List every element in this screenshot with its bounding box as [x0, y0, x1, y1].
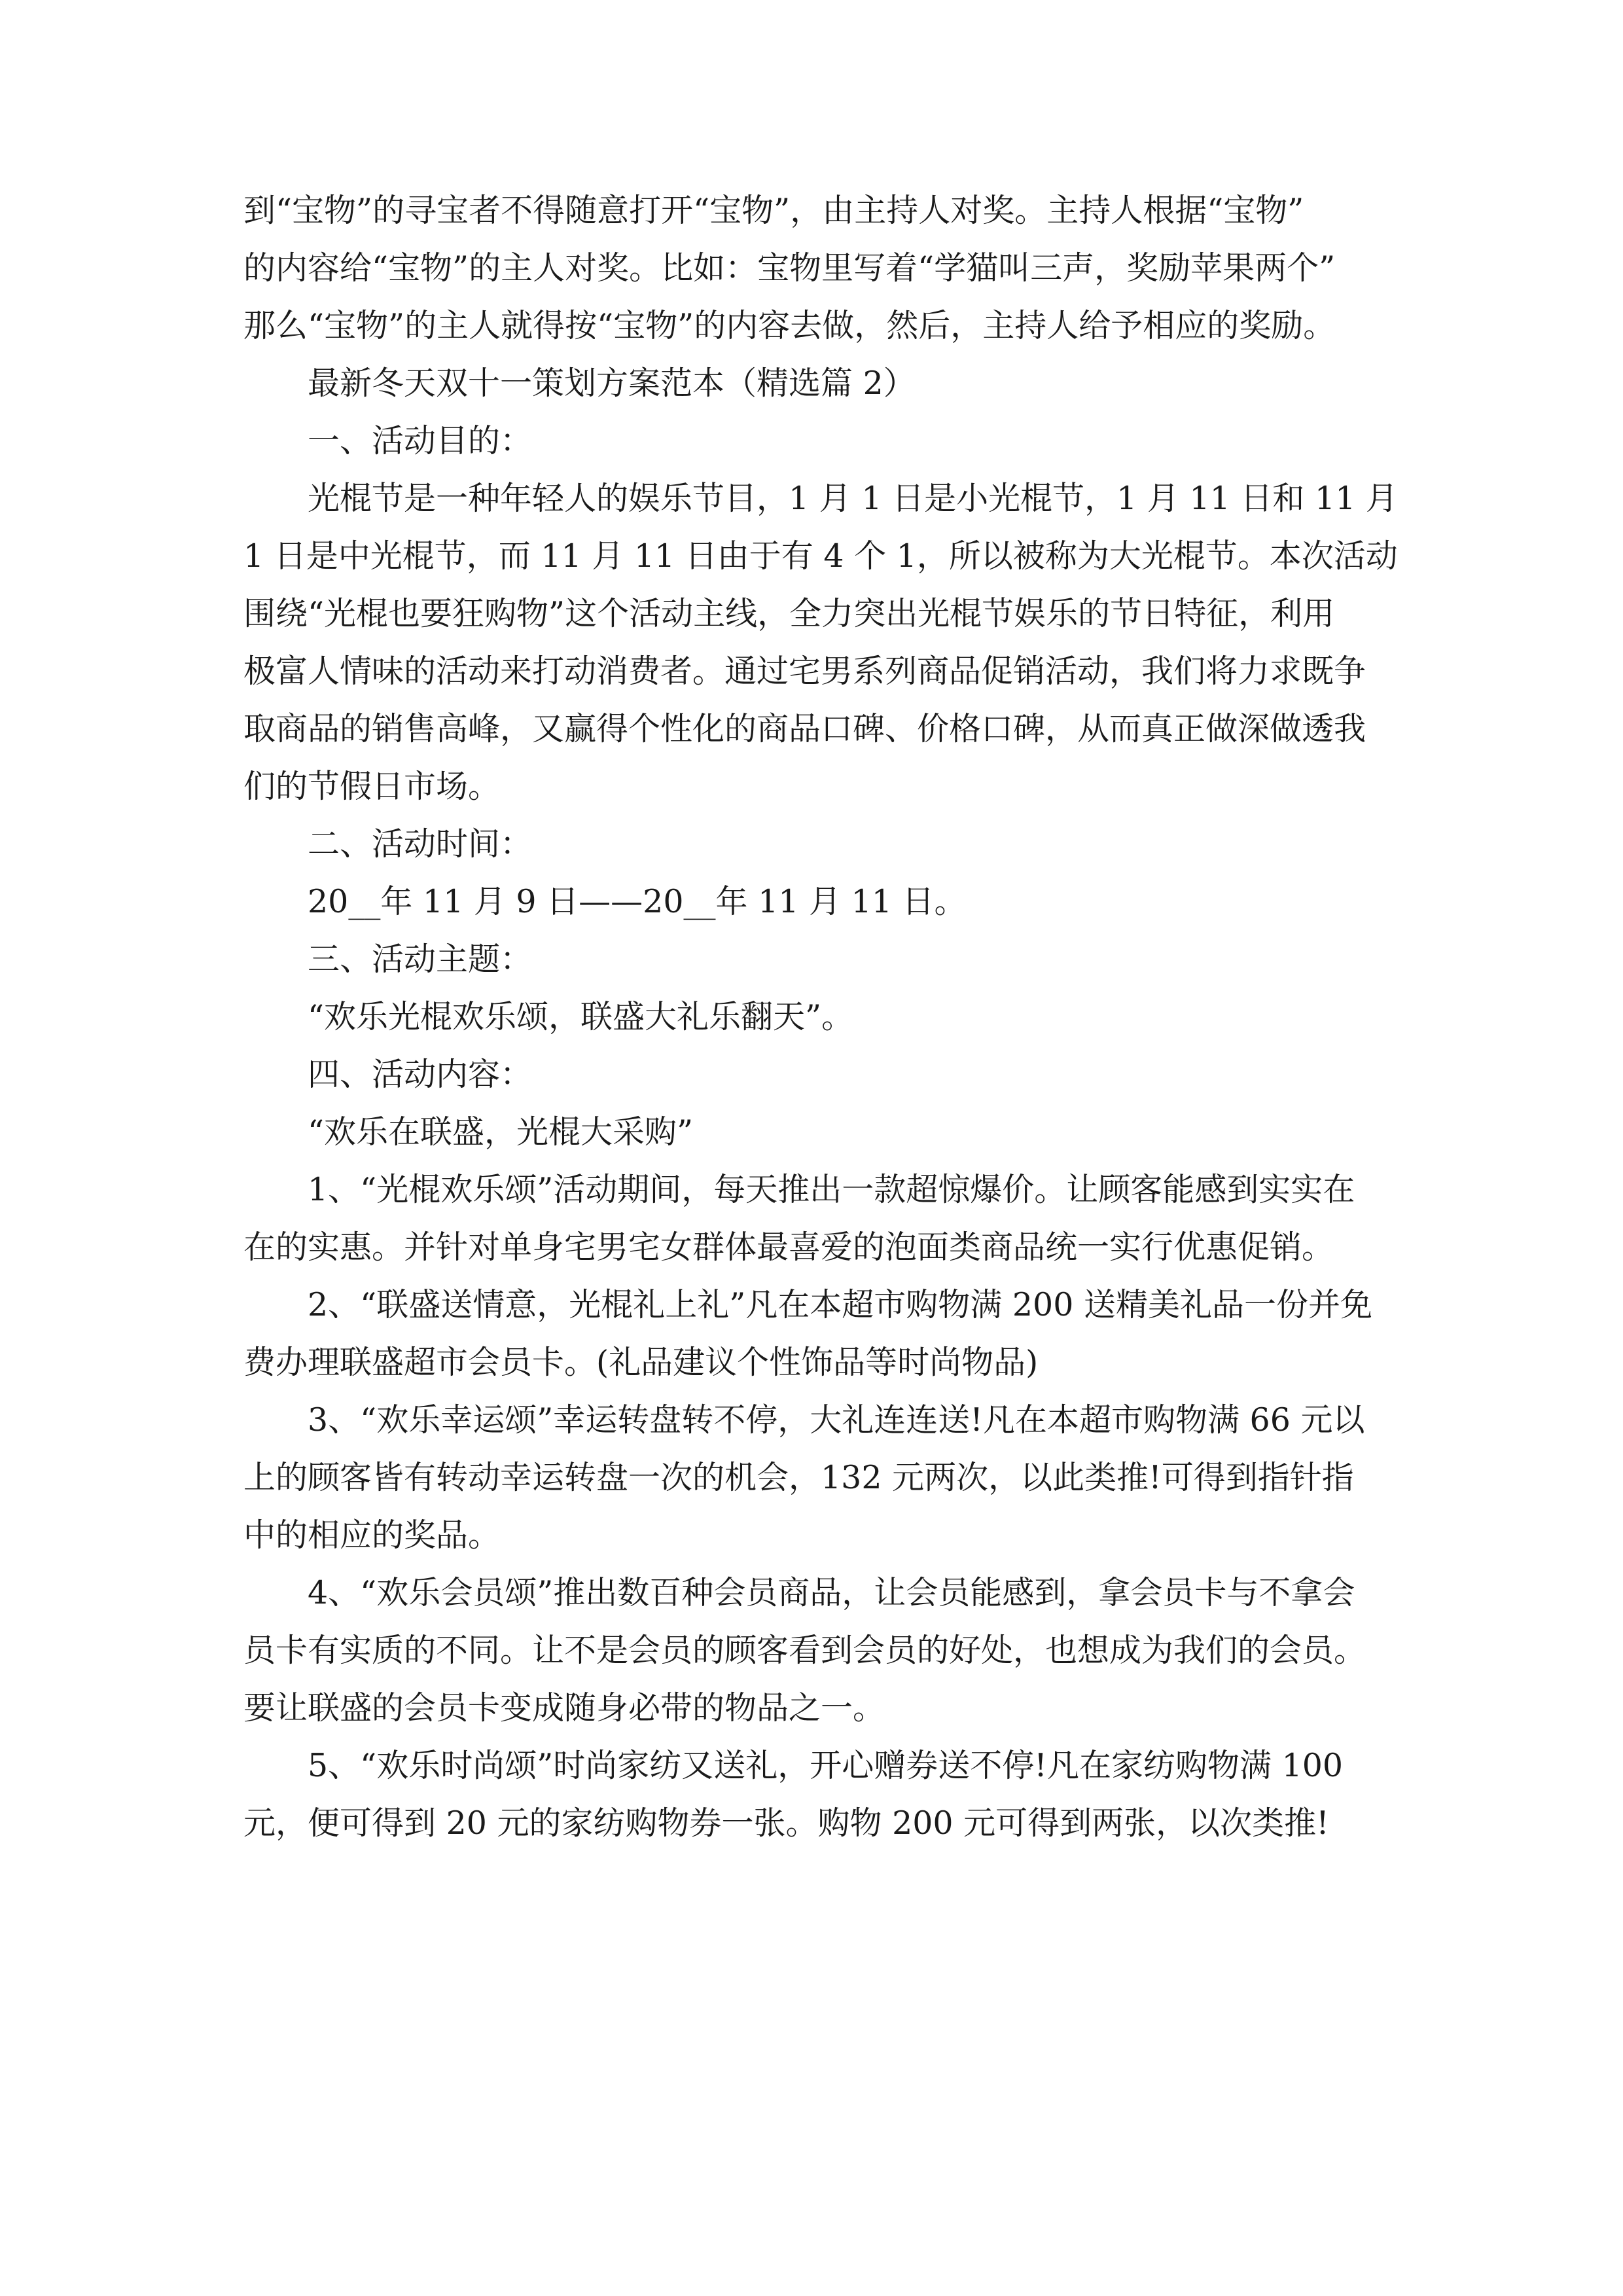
list-item-2 — [243, 1276, 1408, 1391]
text-line: 要让联盛的会员卡变成随身必带的物品之一。 — [243, 1689, 885, 1727]
text-line: 2、“联盛送情意，光棍礼上礼”凡在本超市购物满 200 送精美礼品一份并免 — [308, 1286, 1372, 1323]
text-line: 们的节假日市场。 — [243, 768, 501, 805]
text-line: 员卡有实质的不同。让不是会员的顾客看到会员的好处，也想成为我们的会员。 — [243, 1632, 1366, 1669]
document-body — [243, 182, 1408, 1852]
list-item-5 — [243, 1737, 1408, 1852]
paragraph-activity-purpose — [243, 470, 1408, 816]
text-line: 那么“宝物”的主人就得按“宝物”的内容去做，然后，主持人给予相应的奖励。 — [243, 307, 1336, 344]
list-item-4 — [243, 1564, 1408, 1737]
text-line: 20__年 11 月 9 日——20__年 11 月 11 日。 — [308, 883, 967, 920]
paragraph-treasure-rules — [243, 182, 1408, 355]
text-line: 三、活动主题： — [308, 941, 533, 978]
section-title — [243, 355, 1408, 412]
heading-activity-time — [243, 816, 1408, 873]
text-line: “欢乐在联盛，光棍大采购” — [308, 1113, 694, 1151]
list-item-3 — [243, 1391, 1408, 1564]
text-line: 中的相应的奖品。 — [243, 1516, 501, 1554]
paragraph-activity-time — [243, 873, 1408, 931]
text-line: 在的实惠。并针对单身宅男宅女群体最喜爱的泡面类商品统一实行优惠促销。 — [243, 1229, 1334, 1266]
text-line: 3、“欢乐幸运颂”幸运转盘转不停，大礼连连送!凡在本超市购物满 66 元以 — [308, 1401, 1365, 1439]
text-line: 5、“欢乐时尚颂”时尚家纺又送礼，开心赠券送不停!凡在家纺购物满 100 — [308, 1747, 1344, 1784]
text-line: 极富人情味的活动来打动消费者。通过宅男系列商品促销活动，我们将力求既争 — [243, 653, 1366, 690]
paragraph-content-slogan — [243, 1103, 1408, 1161]
text-line: “欢乐光棍欢乐颂，联盛大礼乐翻天”。 — [308, 998, 854, 1035]
list-item-1 — [243, 1161, 1408, 1276]
text-line: 最新冬天双十一策划方案范本（精选篇 2） — [308, 365, 916, 402]
text-line: 1、“光棍欢乐颂”活动期间，每天推出一款超惊爆价。让顾客能感到实实在 — [308, 1171, 1355, 1208]
text-line: 1 日是中光棍节，而 11 月 11 日由于有 4 个 1，所以被称为大光棍节。本次活动 — [243, 537, 1398, 575]
text-line: 到“宝物”的寻宝者不得随意打开“宝物”，由主持人对奖。主持人根据“宝物” — [243, 192, 1304, 229]
text-line: 取商品的销售高峰，又赢得个性化的商品口碑、价格口碑，从而真正做深做透我 — [243, 710, 1366, 747]
text-line: 上的顾客皆有转动幸运转盘一次的机会，132 元两次，以此类推!可得到指针指 — [243, 1459, 1354, 1496]
text-line: 一、活动目的： — [308, 422, 533, 459]
heading-activity-purpose — [243, 412, 1408, 470]
heading-activity-theme — [243, 931, 1408, 988]
text-line: 光棍节是一种年轻人的娱乐节目，1 月 1 日是小光棍节，1 月 11 日和 11 月 — [308, 480, 1398, 517]
text-line: 围绕“光棍也要狂购物”这个活动主线，全力突出光棍节娱乐的节日特征，利用 — [243, 595, 1335, 632]
text-line: 费办理联盛超市会员卡。(礼品建议个性饰品等时尚物品) — [243, 1344, 1039, 1381]
text-line: 四、活动内容： — [308, 1056, 533, 1093]
text-line: 4、“欢乐会员颂”推出数百种会员商品，让会员能感到，拿会员卡与不拿会 — [308, 1574, 1355, 1611]
text-line: 的内容给“宝物”的主人对奖。比如：宝物里写着“学猫叫三声，奖励苹果两个” — [243, 249, 1336, 287]
heading-activity-content — [243, 1046, 1408, 1103]
paragraph-activity-theme — [243, 988, 1408, 1046]
text-line: 二、活动时间： — [308, 825, 533, 863]
text-line: 元，便可得到 20 元的家纺购物券一张。购物 200 元可得到两张，以次类推! — [243, 1804, 1329, 1842]
